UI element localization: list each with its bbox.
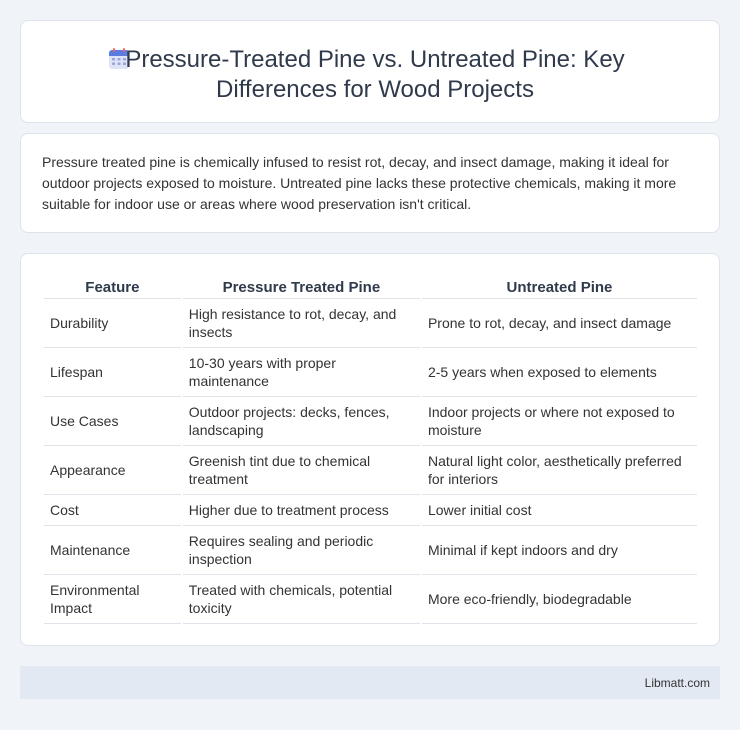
table-row xyxy=(44,526,697,575)
row-feature: Appearance xyxy=(44,446,181,495)
table-row xyxy=(44,575,697,624)
row-untreated: Lower initial cost xyxy=(422,495,697,526)
page-title: Pressure-Treated Pine vs. Untreated Pine: Key Differences for Wood Projects xyxy=(125,46,625,103)
row-untreated: 2-5 years when exposed to elements xyxy=(422,348,697,397)
row-pressure-treated: Greenish tint due to chemical treatment xyxy=(183,446,420,495)
intro-card xyxy=(20,133,720,233)
row-feature: Use Cases xyxy=(44,397,181,446)
row-pressure-treated: Treated with chemicals, potential toxicity xyxy=(183,575,420,624)
table-row xyxy=(44,446,697,495)
table-row xyxy=(44,348,697,397)
row-untreated: Natural light color, aesthetically preferred for interiors xyxy=(422,446,697,495)
table-header-row xyxy=(44,274,697,299)
row-feature: Durability xyxy=(44,299,181,348)
header-pressure-treated: Pressure Treated Pine xyxy=(183,274,420,299)
comparison-table xyxy=(42,274,699,624)
row-untreated: More eco-friendly, biodegradable xyxy=(422,575,697,624)
row-pressure-treated: High resistance to rot, decay, and insects xyxy=(183,299,420,348)
comparison-card xyxy=(20,253,720,646)
row-untreated: Prone to rot, decay, and insect damage xyxy=(422,299,697,348)
row-untreated: Minimal if kept indoors and dry xyxy=(422,526,697,575)
table-row xyxy=(44,299,697,348)
title-card xyxy=(20,20,720,123)
row-pressure-treated: Outdoor projects: decks, fences, landscaping xyxy=(183,397,420,446)
header-untreated: Untreated Pine xyxy=(422,274,697,299)
row-feature: Cost xyxy=(44,495,181,526)
footer xyxy=(20,666,720,699)
header-feature: Feature xyxy=(44,274,181,299)
row-pressure-treated: Requires sealing and periodic inspection xyxy=(183,526,420,575)
row-pressure-treated: 10-30 years with proper maintenance xyxy=(183,348,420,397)
row-pressure-treated: Higher due to treatment process xyxy=(183,495,420,526)
table-row xyxy=(44,397,697,446)
row-feature: Maintenance xyxy=(44,526,181,575)
row-feature: Environmental Impact xyxy=(44,575,181,624)
footer-brand: Libmatt.com xyxy=(644,676,710,690)
row-feature: Lifespan xyxy=(44,348,181,397)
row-untreated: Indoor projects or where not exposed to moisture xyxy=(422,397,697,446)
table-row xyxy=(44,495,697,526)
intro-text: Pressure treated pine is chemically infused to resist rot, decay, and insect damage, making it ideal for outdoor projects exposed to moisture. Untreated pine lacks these protective chemicals, making it more suitable for indoor use or areas where wood preservation isn't critical. xyxy=(42,154,677,212)
